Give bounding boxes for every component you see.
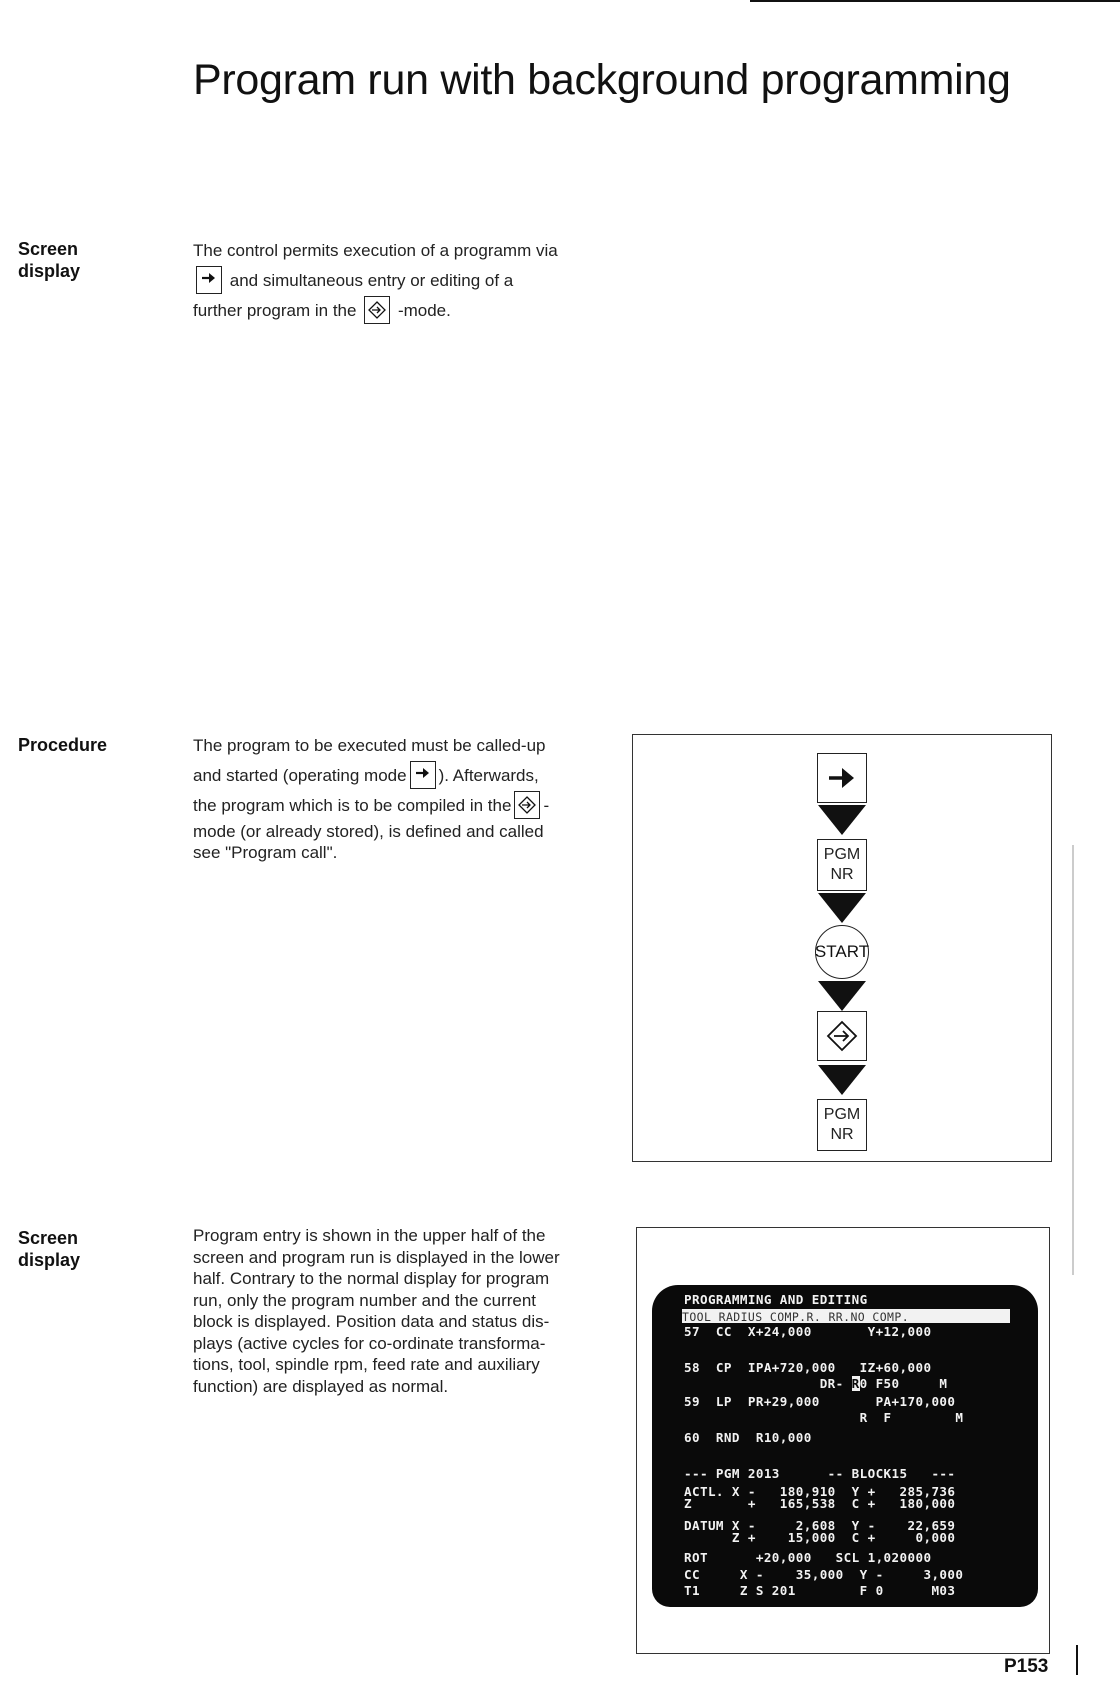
description-line: run, only the program number and the current (193, 1290, 537, 1310)
start-key (815, 925, 869, 979)
section-label-screen-display: Screen display (18, 239, 81, 281)
procedure-line-2-end: ). Afterwards, (438, 766, 539, 785)
pgm-nr-key-label-bottom: NR (830, 866, 854, 883)
description-line: Program entry is shown in the upper half of the (193, 1226, 546, 1245)
section-label-screen-display-2: Screen display (18, 1228, 81, 1270)
block-57: 57 CC X+24,000 Y+12,000 (684, 1324, 932, 1339)
header-rule (750, 0, 1120, 2)
down-arrow-icon (818, 893, 866, 923)
description-line: tions, tool, spindle rpm, feed rate and auxiliary (193, 1355, 540, 1374)
tool-line: T1 Z S 201 F 0 M03 (684, 1583, 956, 1598)
page-number: P153 (1004, 1656, 1049, 1677)
block-58: 58 CP IPA+720,000 IZ+60,000 (684, 1360, 932, 1375)
procedure-line-2-start: and started (operating mode (193, 766, 407, 785)
programming-editing-key-icon (514, 791, 540, 819)
margin-mark (1072, 845, 1074, 1275)
page-number-rule (1076, 1645, 1078, 1675)
pgm-nr-key-label-top: PGM (823, 1106, 861, 1123)
start-key-label: START (814, 942, 870, 961)
program-run-key-icon (410, 761, 436, 789)
procedure-text (193, 731, 613, 863)
program-run-key-icon (196, 266, 222, 294)
program-run-key-icon (817, 753, 867, 803)
block-59-status: R F M (684, 1410, 964, 1425)
screen-header: PROGRAMMING AND EDITING (684, 1292, 868, 1307)
screen-display-intro (193, 236, 613, 326)
procedure-line-5: see "Program call". (193, 843, 338, 862)
block-58-status-end: 0 F50 M (859, 1376, 948, 1391)
actual-position-line-2: Z + 165,538 C + 180,000 (684, 1496, 956, 1511)
down-arrow-icon (818, 1065, 866, 1095)
program-block-line: --- PGM 2013 -- BLOCK15 --- (684, 1466, 956, 1481)
datum-line-1: DATUM X - 2,608 Y - 22,659 (684, 1518, 956, 1533)
procedure-line-3-end: - (543, 796, 550, 815)
programming-editing-key-icon (817, 1011, 867, 1061)
pgm-nr-key (817, 1099, 867, 1151)
section-label-procedure: Procedure (18, 735, 108, 755)
intro-line-3-start: further program in the (193, 301, 357, 320)
description-line: plays (active cycles for co-ordinate transforma- (193, 1333, 546, 1353)
block-58-status-start: DR- (684, 1376, 852, 1391)
crt-screen (652, 1285, 1038, 1607)
page-title: Program run with background programming (193, 56, 1011, 104)
procedure-line-3-start: the program which is to be compiled in the (193, 796, 512, 815)
pgm-nr-key (817, 839, 867, 891)
description-line: block is displayed. Position data and status dis- (193, 1312, 550, 1331)
description-line: function) are displayed as normal. (193, 1376, 449, 1396)
down-arrow-icon (818, 805, 866, 835)
actual-position-line-1: ACTL. X - 180,910 Y + 285,736 (684, 1484, 956, 1499)
cursor: R (851, 1376, 860, 1391)
programming-editing-key-icon (364, 296, 390, 324)
pgm-nr-key-label-bottom: NR (830, 1126, 854, 1143)
procedure-line-1: The program to be executed must be called-up (193, 736, 546, 755)
pgm-nr-key-label-top: PGM (823, 846, 861, 863)
block-60: 60 RND R10,000 (684, 1430, 812, 1445)
down-arrow-icon (818, 981, 866, 1011)
intro-line-3-end: -mode. (397, 301, 451, 320)
rotation-scale-line: ROT +20,000 SCL 1,020000 (684, 1550, 932, 1565)
procedure-flow-panel (632, 734, 1052, 1162)
status-line-text: TOOL RADIUS COMP.R. RR.NO COMP. (682, 1310, 910, 1324)
description-line: half. Contrary to the normal display for program (193, 1269, 550, 1288)
datum-line-2: Z + 15,000 C + 0,000 (684, 1530, 956, 1545)
screen-display-description (193, 1225, 608, 1397)
cycle-center-line: CC X - 35,000 Y - 3,000 (684, 1567, 964, 1582)
procedure-line-4: mode (or already stored), is defined and called (193, 822, 544, 841)
intro-line-2: and simultaneous entry or editing of a (229, 271, 514, 290)
intro-line-1: The control permits execution of a programm via (193, 241, 558, 260)
block-59: 59 LP PR+29,000 PA+170,000 (684, 1394, 956, 1409)
status-line (682, 1309, 1010, 1323)
description-line: screen and program run is displayed in the lower (193, 1247, 560, 1267)
block-58-status (684, 1377, 947, 1391)
